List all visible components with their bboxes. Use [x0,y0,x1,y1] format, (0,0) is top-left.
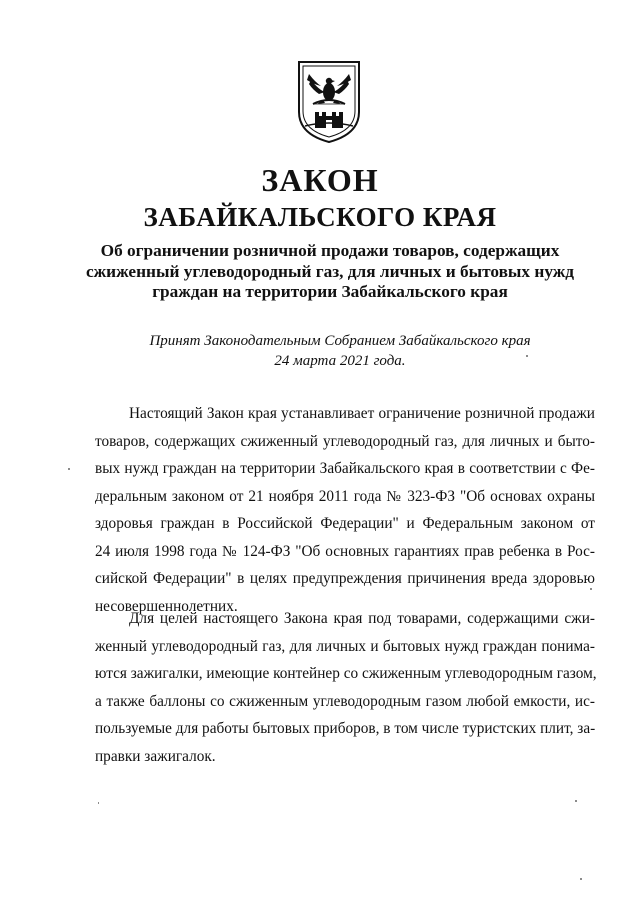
paragraph-line: Настоящий Закон края устанавливает ограничение розничной продажи [129,405,595,422]
paragraph-line: здоровья граждан в Российской Федерации" и Федеральным законом от [95,515,595,532]
scan-speck [68,468,70,470]
scan-speck [526,355,528,357]
document-issuer-title: ЗАБАЙКАЛЬСКОГО КРАЯ [143,202,497,232]
paragraph-line: ются зажигалки, имеющие контейнер со сжиженным углеводородным газом, [95,665,597,682]
paragraph-line: женный углеводородный газ, для личных и бытовых нужд граждан понима- [95,637,595,655]
scan-speck [575,800,577,802]
paragraph-line: товаров, содержащих сжиженный углеводородный газ, для личных и быто- [95,432,595,450]
subtitle-line: граждан на территории Забайкальского края [152,282,508,301]
paragraph-1 [95,400,595,620]
paragraph-line: вых нужд граждан на территории Забайкальского края в соответствии с Фе- [95,460,595,477]
adoption-note [0,331,640,371]
law-subtitle [50,241,610,303]
paragraph-2 [95,605,595,770]
scan-speck [590,588,592,590]
subtitle-line: сжиженный углеводородный газ, для личных и бытовых нужд [85,261,575,281]
subtitle-line: Об ограничении розничной продажи товаров, содержащих [100,241,560,260]
paragraph-line: пользуемые для работы бытовых приборов, в том числе туристских плит, за- [95,720,596,737]
adoption-line: Принят Законодательным Собранием Забайкальского края [149,333,531,349]
paragraph-line: а также баллоны со сжиженным углеводородным газом любой емкости, ис- [95,692,595,710]
paragraph-line: правки зажигалок. [95,747,216,765]
scan-speck [580,878,582,880]
adoption-date: 24 марта 2021 года. [274,353,406,369]
document-type-title: ЗАКОН [261,162,379,198]
paragraph-line: 24 июля 1998 года № 124-ФЗ "Об основных гарантиях прав ребенка в Рос- [95,542,595,560]
paragraph-line: Для целей настоящего Закона края под товарами, содержащими сжи- [129,610,595,627]
coat-of-arms-icon [295,60,363,144]
paragraph-line: сийской Федерации" в целях предупреждения причинения вреда здоровью [95,570,595,587]
paragraph-line: деральным законом от 21 ноября 2011 года № 323-ФЗ "Об основах охраны [95,487,595,505]
paragraph-line: несовершеннолетних. [95,597,238,615]
scan-speck [98,802,99,804]
